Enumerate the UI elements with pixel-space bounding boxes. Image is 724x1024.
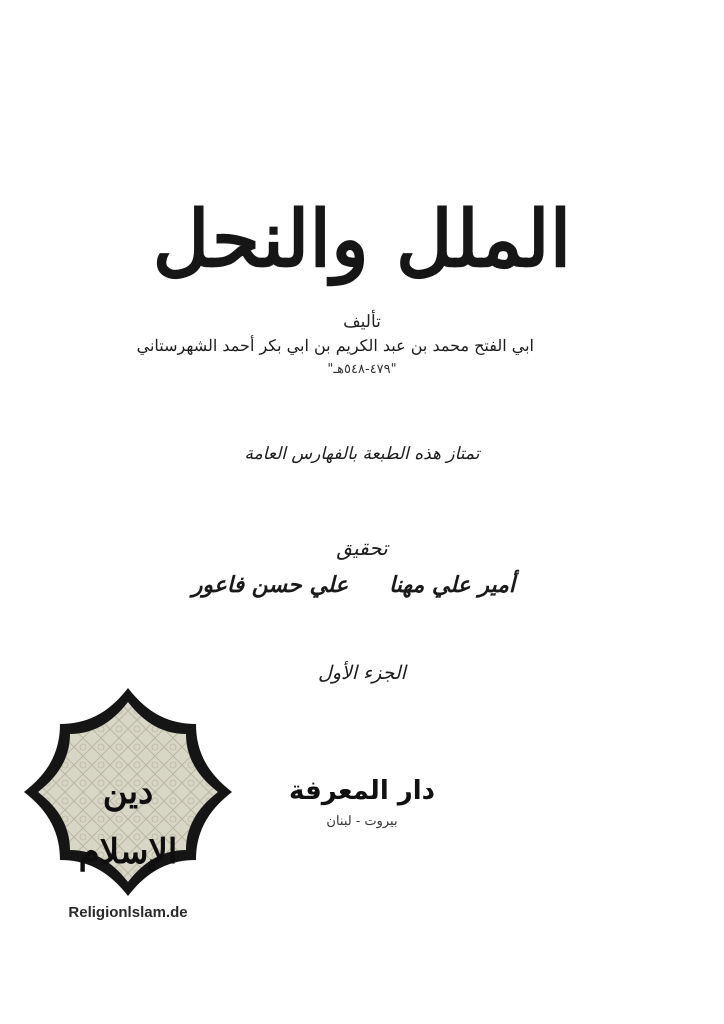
volume-label: الجزء الأول: [318, 662, 406, 684]
watermark-logo: [20, 684, 236, 900]
editor-name-second: علي حسن فاعور: [191, 572, 349, 598]
author-name: ابي الفتح محمد بن عبد الكريم بن ابي بكر أحمد الشهرستاني: [136, 336, 534, 355]
book-title: الملل والنحل: [152, 194, 572, 285]
edition-note: تمتاز هذه الطبعة بالفهارس العامة: [244, 444, 480, 464]
logo-calligraphy: دين الإسلام: [78, 772, 178, 872]
watermark-caption: Religionlslam.de: [68, 904, 188, 921]
author-label: تأليف: [343, 312, 381, 332]
author-dates: "٤٧٩-٥٤٨هـ": [327, 362, 397, 377]
editors-label: تحقيق: [336, 536, 388, 560]
editor-name-first: أمير علي مهنا: [388, 572, 515, 598]
publisher-city: بيروت - لبنان: [326, 814, 398, 829]
publisher-name: دار المعرفة: [288, 776, 436, 806]
